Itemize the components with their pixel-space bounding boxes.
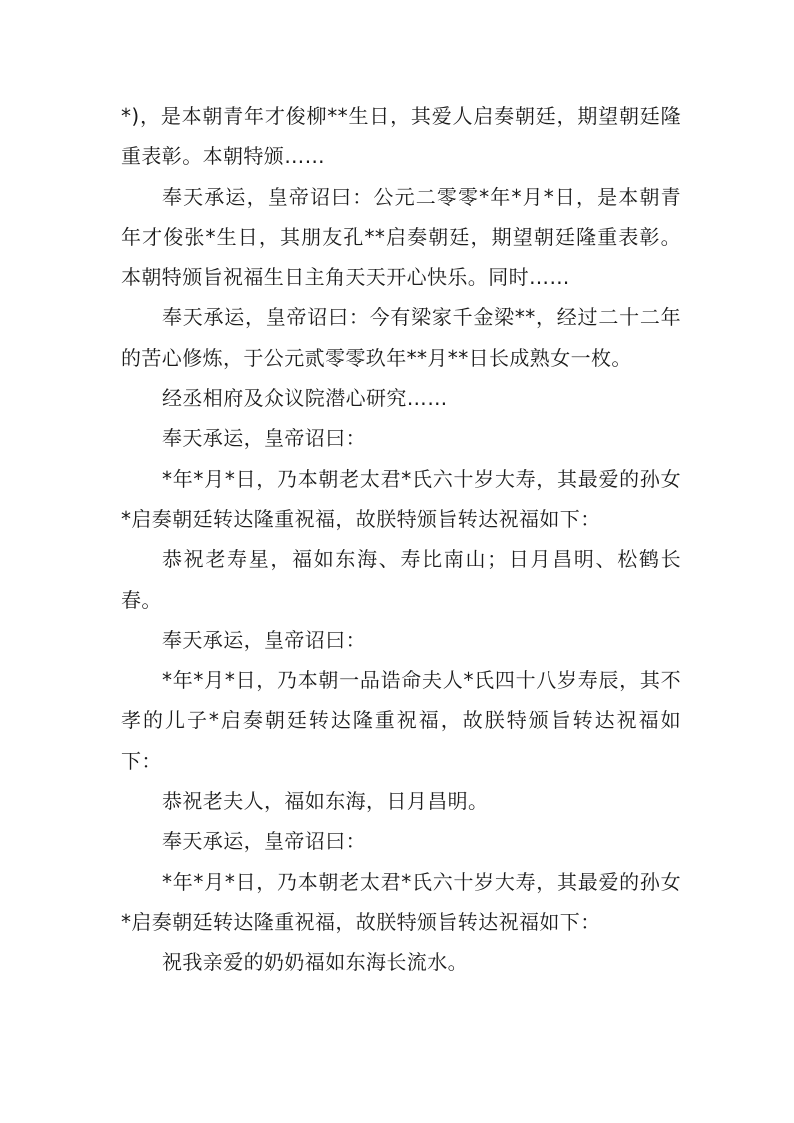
paragraph-8: 奉天承运，皇帝诏曰： (162, 627, 366, 652)
paragraph-4: 经丞相府及众议院潜心研究…… (162, 386, 448, 411)
paragraph-5: 奉天承运，皇帝诏曰： (162, 426, 366, 451)
paragraph-9: *年*月*日，乃本朝一品诰命夫人*氏四十八岁寿辰，其不孝的儿子*启奏朝廷转达隆重祝福，故朕特颁旨转达祝福如下： (121, 668, 681, 773)
paragraph-6: *年*月*日，乃本朝老太君*氏六十岁大寿，其最爱的孙女*启奏朝廷转达隆重祝福，故朕特颁旨转达祝福如下： (121, 466, 681, 531)
document-body (121, 96, 681, 983)
paragraph-11: 奉天承运，皇帝诏曰： (162, 829, 366, 854)
paragraph-2: 奉天承运，皇帝诏曰：公元二零零*年*月*日，是本朝青年才俊张*生日，其朋友孔**启奏朝廷，期望朝廷隆重表彰。本朝特颁旨祝福生日主角天天开心快乐。同时…… (121, 184, 681, 290)
paragraph-12: *年*月*日，乃本朝老太君*氏六十岁大寿，其最爱的孙女*启奏朝廷转达隆重祝福，故朕特颁旨转达祝福如下： (121, 869, 681, 934)
paragraph-10: 恭祝老夫人，福如东海，日月昌明。 (162, 789, 489, 814)
paragraph-1: *)，是本朝青年才俊柳**生日，其爱人启奏朝廷，期望朝廷隆重表彰。本朝特颁…… (121, 104, 681, 169)
paragraph-13: 祝我亲爱的奶奶福如东海长流水。 (162, 950, 468, 975)
paragraph-7: 恭祝老寿星，福如东海、寿比南山；日月昌明、松鹤长春。 (121, 547, 681, 612)
paragraph-3: 奉天承运，皇帝诏曰：今有梁家千金梁**，经过二十二年的苦心修炼，于公元贰零零玖年**月**日长成熟女一枚。 (121, 305, 681, 370)
